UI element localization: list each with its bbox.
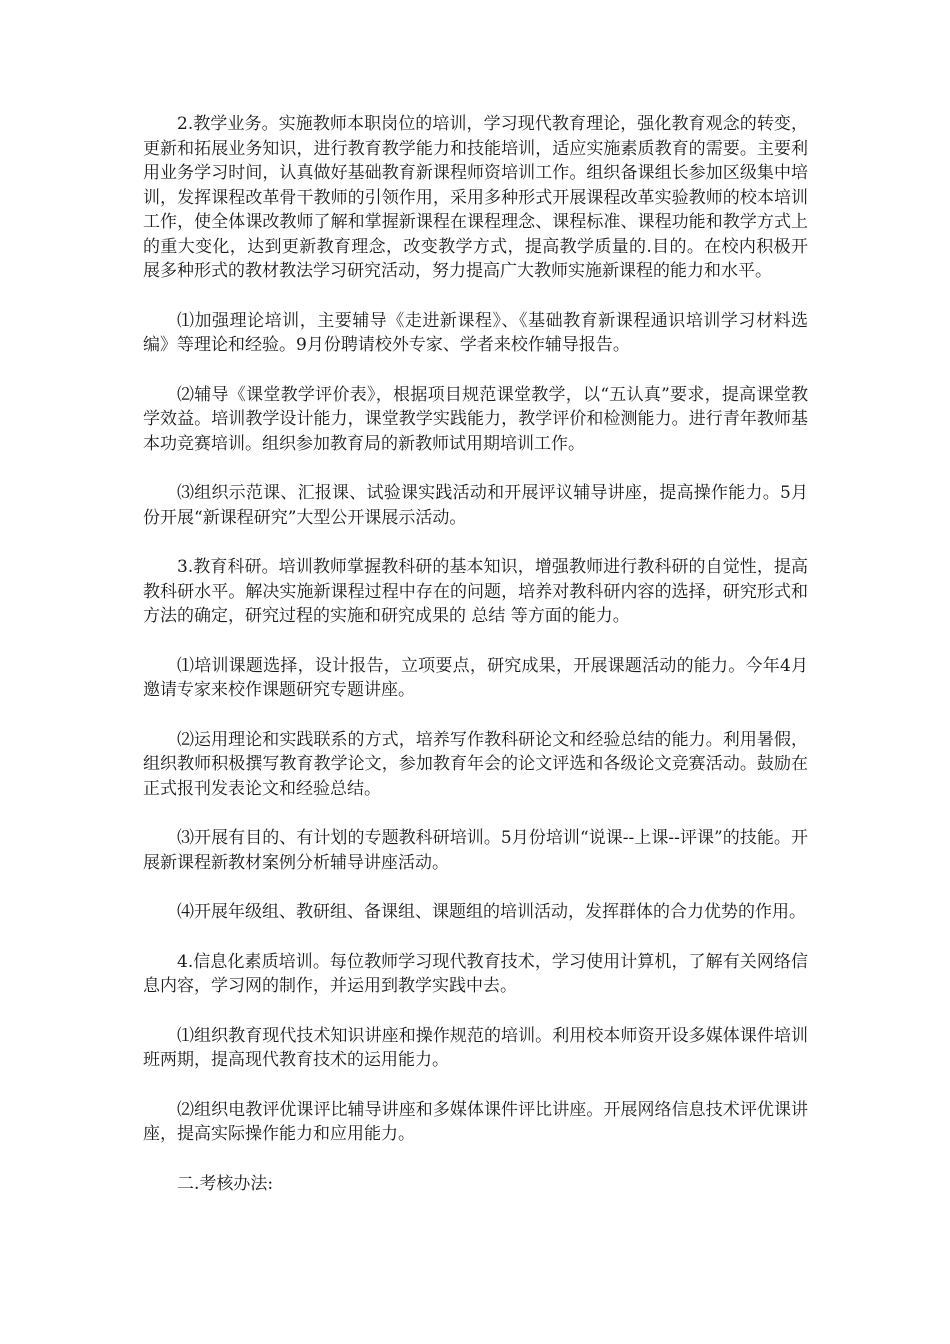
section-heading-assessment: 二.考核办法: (177, 1173, 274, 1194)
document-body (143, 112, 808, 1196)
paragraph-demo-lessons: ⑶组织示范课、汇报课、试验课实践活动和开展评议辅导讲座，提高操作能力。5月份开展“新课程研究”大型公开课展示活动。 (143, 483, 808, 528)
paragraph-education-research: 3.教育科研。培训教师掌握教科研的基本知识，增强教师进行教科研的自觉性，提高教科研水平。解决实施新课程过程中存在的问题，培养对教科研内容的选择，研究形式和方法的确定，研究过程的实施和研究成果的 总结 等方面的能力。 (143, 557, 808, 626)
paragraph-topic-selection: ⑴培训课题选择，设计报告，立项要点，研究成果，开展课题活动的能力。今年4月邀请专家来校作课题研究专题讲座。 (143, 655, 808, 700)
paragraph-it-training: 4.信息化素质培训。每位教师学习现代教育技术，学习使用计算机，了解有关网络信息内容，学习网的制作，并运用到教学实践中去。 (143, 951, 808, 996)
paragraph-paper-writing: ⑵运用理论和实践联系的方式，培养写作教科研论文和经验总结的能力。利用暑假，组织教师积极撰写教育教学论文，参加教育年会的论文评选和各级论文竞赛活动。鼓励在正式报刊发表论文和经验总结。 (143, 729, 808, 799)
paragraph-tech-lectures: ⑴组织教育现代技术知识讲座和操作规范的培训。利用校本师资开设多媒体课件培训班两期，提高现代教育技术的运用能力。 (143, 1025, 808, 1070)
paragraph-classroom-evaluation: ⑵辅导《课堂教学评价表》，根据项目规范课堂教学，以“五认真”要求，提高课堂教学效益。培训教学设计能力，课堂教学实践能力，教学评价和检测能力。进行青年教师基本功竞赛培训。组织参加教育局的新教师试用期培训工作。 (143, 384, 808, 454)
paragraph-elearning-contest: ⑵组织电教评优课评比辅导讲座和多媒体课件评比讲座。开展网络信息技术评优课讲座，提高实际操作能力和应用能力。 (143, 1099, 808, 1144)
paragraph-group-training: ⑷开展年级组、教研组、备课组、课题组的培训活动，发挥群体的合力优势的作用。 (177, 902, 806, 922)
paragraph-teaching-business: 2.教学业务。实施教师本职岗位的培训，学习现代教育理论，强化教育观念的转变，更新和拓展业务知识，进行教育教学能力和技能培训，适应实施素质教育的需要。主要利用业务学习时间，认真做好基础教育新课程师资培训工作。组织备课组长参加区级集中培训，发挥课程改革骨干教师的引领作用，采用多种形式开展课程改革实验教师的校本培训工作，使全体课改教师了解和掌握新课程在课程理念、课程标准、课程功能和教学方式上的重大变化，达到更新教育理念，改变教学方式，提高教学质量的.目的。在校内积极开展多种形式的教材教法学习研究活动，努力提高广大教师实施新课程的能力和水平。 (143, 114, 808, 281)
paragraph-special-training: ⑶开展有目的、有计划的专题教科研培训。5月份培训“说课--上课--评课”的技能。开展新课程新教材案例分析辅导讲座活动。 (143, 828, 808, 873)
paragraph-theory-training: ⑴加强理论培训，主要辅导《走进新课程》、《基础教育新课程通识培训学习材料选编》等理论和经验。9月份聘请校外专家、学者来校作辅导报告。 (143, 310, 808, 355)
